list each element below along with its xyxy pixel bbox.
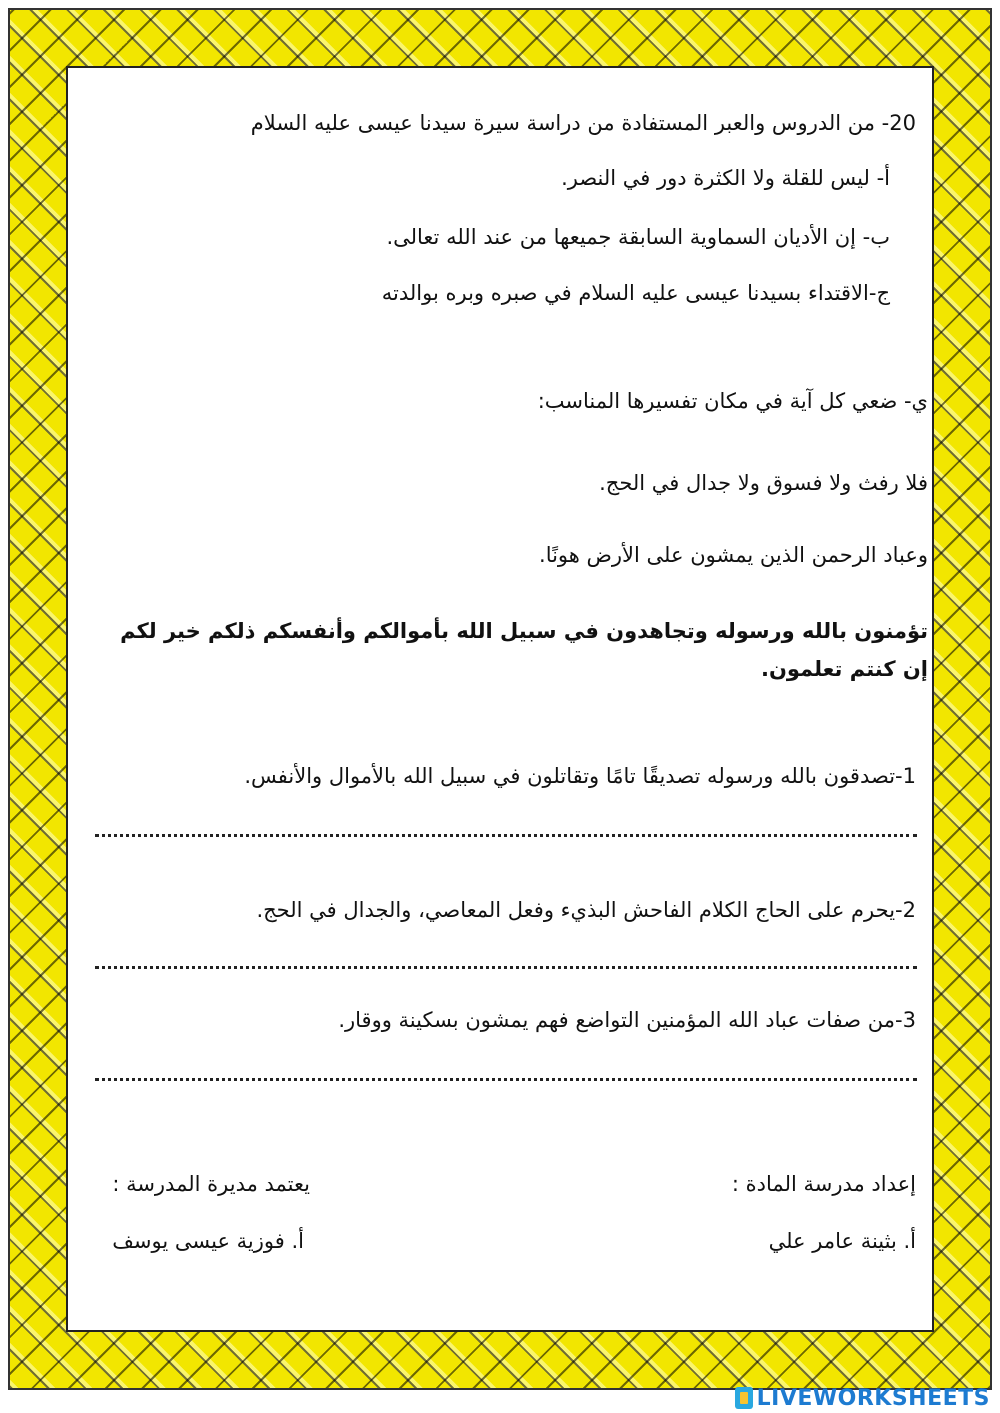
prepared-by-label: إعداد مدرسة المادة : xyxy=(731,1172,916,1196)
answer-line-2[interactable] xyxy=(95,966,917,969)
approved-by-name: أ. فوزية عيسى يوسف xyxy=(112,1229,304,1253)
liveworksheets-logo-icon xyxy=(735,1387,753,1409)
page-content-area xyxy=(66,66,934,1332)
verse-3: تؤمنون بالله ورسوله وتجاهدون في سبيل الله بأموالكم وأنفسكم ذلكم خير لكم إن كنتم تعلمون. xyxy=(120,619,928,681)
answer-line-1[interactable] xyxy=(95,834,917,837)
liveworksheets-logo-text: LIVEWORKSHEETS xyxy=(756,1385,990,1411)
question-20-option-c: ج-الاقتداء بسيدنا عيسى عليه السلام في صبره وبره بوالدته xyxy=(381,281,890,305)
explanation-2: 2-يحرم على الحاج الكلام الفاحش البذيء وفعل المعاصي، والجدال في الحج. xyxy=(256,898,916,922)
prepared-by-name: أ. بثينة عامر علي xyxy=(768,1229,916,1253)
question-20-title: 20- من الدروس والعبر المستفادة من دراسة سيرة سيدنا عيسى عليه السلام xyxy=(250,111,916,135)
verse-2: وعباد الرحمن الذين يمشون على الأرض هونًا. xyxy=(539,543,928,567)
question-20-option-a: أ- ليس للقلة ولا الكثرة دور في النصر. xyxy=(561,166,890,190)
question-20-option-b: ب- إن الأديان السماوية السابقة جميعها من عند الله تعالى. xyxy=(386,225,890,249)
explanation-1: 1-تصدقون بالله ورسوله تصديقًا تامًا وتقاتلون في سبيل الله بالأموال والأنفس. xyxy=(244,764,916,788)
liveworksheets-logo xyxy=(735,1383,990,1413)
matching-instruction: ي- ضعي كل آية في مكان تفسيرها المناسب: xyxy=(537,389,928,413)
approved-by-label: يعتمد مديرة المدرسة : xyxy=(112,1172,310,1196)
answer-line-3[interactable] xyxy=(95,1078,917,1081)
explanation-3: 3-من صفات عباد الله المؤمنين التواضع فهم يمشون بسكينة ووقار. xyxy=(338,1008,916,1032)
verse-1: فلا رفث ولا فسوق ولا جدال في الحج. xyxy=(599,471,928,495)
